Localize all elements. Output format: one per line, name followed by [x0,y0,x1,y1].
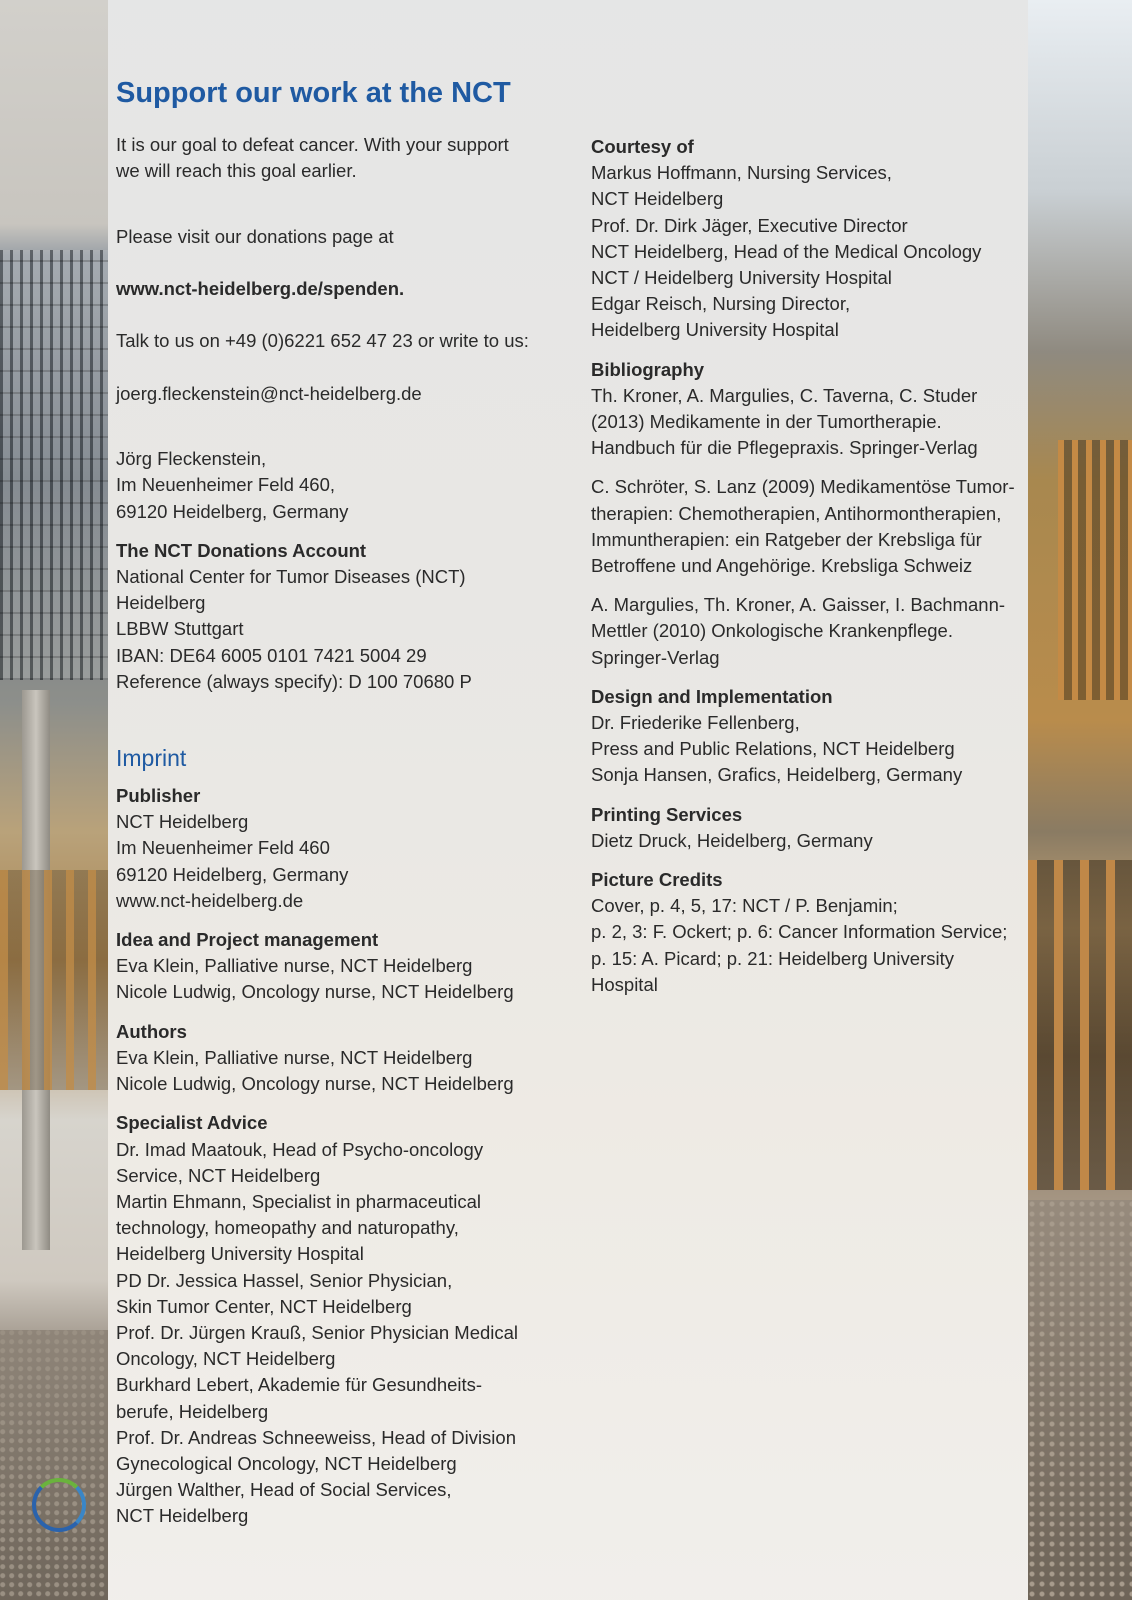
background-floor-right [1028,1200,1132,1600]
background-floor [0,1330,108,1600]
credits-heading: Picture Credits [591,869,723,891]
credits-block [591,867,1021,998]
background-right-strip [1028,0,1132,1600]
authors-body: Eva Klein, Palliative nurse, NCT Heidelberg Nicole Ludwig, Oncology nurse, NCT Heidelberg [116,1046,514,1095]
authors-heading: Authors [116,1020,187,1042]
account-body: National Center for Tumor Diseases (NCT) Heidelberg LBBW Stuttgart IBAN: DE64 6005 0101 7421 5004 29 Reference (always specify): D 100 70680 P [116,566,472,692]
nct-ring-logo-icon [32,1478,86,1532]
background-slats-lower [1028,860,1132,1190]
imprint-heading: Imprint [116,745,187,772]
design-heading: Design and Implementation [591,685,833,707]
bibliography-entry-2: C. Schröter, S. Lanz (2009) Medikamentöse Tumor- therapien: Chemotherapien, Antihormontherapien, Immuntherapien: ein Ratgeber der Krebsliga für Betroffene und Angehörige. Krebsliga Schweiz [591,476,1015,577]
background-left-strip [0,0,108,1600]
donations-line: Please visit our donations page at [116,225,394,247]
publisher-heading: Publisher [116,785,201,807]
idea-block [116,927,566,1006]
courtesy-heading: Courtesy of [591,136,694,157]
authors-block [116,1019,566,1098]
right-column [591,134,1021,1011]
background-slats-upper [1058,440,1132,700]
background-railing [0,870,108,1090]
bibliography-entry-1: Th. Kroner, A. Margulies, C. Taverna, C. Studer (2013) Medikamente in der Tumortherapie. Handbuch für die Pflegepraxis. Springer-Verlag [591,384,978,459]
account-heading: The NCT Donations Account [116,539,367,561]
donations-email-link[interactable]: joerg.fleckenstein@nct-heidelberg.de [116,382,422,404]
donations-block [116,197,566,433]
idea-heading: Idea and Project management [116,929,379,951]
design-body: Dr. Friederike Fellenberg, Press and Public Relations, NCT Heidelberg Sonja Hansen, Grafics, Heidelberg, Germany [591,712,963,786]
bibliography-heading: Bibliography [591,358,705,380]
bibliography-entry-3: A. Margulies, Th. Kroner, A. Gaisser, I. Bachmann- Mettler (2010) Onkologische Krankenpflege. Springer-Verlag [591,594,1006,668]
account-block [116,538,566,695]
bibliography-block [591,357,1021,462]
design-block [591,684,1021,789]
printing-block [591,802,1021,854]
specialist-body: Dr. Imad Maatouk, Head of Psycho-oncology Service, NCT Heidelberg Martin Ehmann, Specialist in pharmaceutical technology, homeopathy and naturopathy, Heidelberg University Hospital PD Dr. Jessica Hassel, Senior Physician, Skin Tumor Center, NCT Heidelberg Prof. Dr. Jürgen Krauß, Senior Physician Medical Oncology, NCT Heidelberg Burkhard Lebert, Akademie für Gesundheits- berufe, Heidelberg Prof. Dr. Andreas Schneeweiss, Head of Division Gynecological Oncology, NCT Heidelberg Jürgen Walther, Head of Social Services, NCT Heidelberg [116,1138,519,1527]
intro-text: It is our goal to defeat cancer. With your support we will reach this goal earlier. [116,134,509,182]
courtesy-block [591,134,1021,344]
printing-body: Dietz Druck, Heidelberg, Germany [591,829,873,851]
specialist-block [116,1110,566,1529]
publisher-block [116,783,566,914]
donations-phone-line: Talk to us on +49 (0)6221 652 47 23 or write to us: [116,330,529,352]
page-title: Support our work at the NCT [116,77,511,109]
background-facade [0,250,108,680]
contact-address: Jörg Fleckenstein, Im Neuenheimer Feld 460, 69120 Heidelberg, Germany [116,448,349,522]
left-column [116,74,566,1543]
donations-url-link[interactable]: www.nct-heidelberg.de/spenden. [116,278,405,300]
courtesy-body: Markus Hoffmann, Nursing Services, NCT Heidelberg Prof. Dr. Dirk Jäger, Executive Director NCT Heidelberg, Head of the Medical Oncology NCT / Heidelberg University Hospital Edgar Reisch, Nursing Director, Heidelberg University Hospital [591,162,982,341]
credits-body: Cover, p. 4, 5, 17: NCT / P. Benjamin; p. 2, 3: F. Ockert; p. 6: Cancer Information Service; p. 15: A. Picard; p. 21: Heidelberg University Hospital [591,895,1008,995]
idea-body: Eva Klein, Palliative nurse, NCT Heidelberg Nicole Ludwig, Oncology nurse, NCT Heidelberg [116,955,514,1003]
specialist-heading: Specialist Advice [116,1112,268,1134]
publisher-body: NCT Heidelberg Im Neuenheimer Feld 460 69120 Heidelberg, Germany www.nct-heidelberg.de [116,811,349,911]
printing-heading: Printing Services [591,803,743,825]
